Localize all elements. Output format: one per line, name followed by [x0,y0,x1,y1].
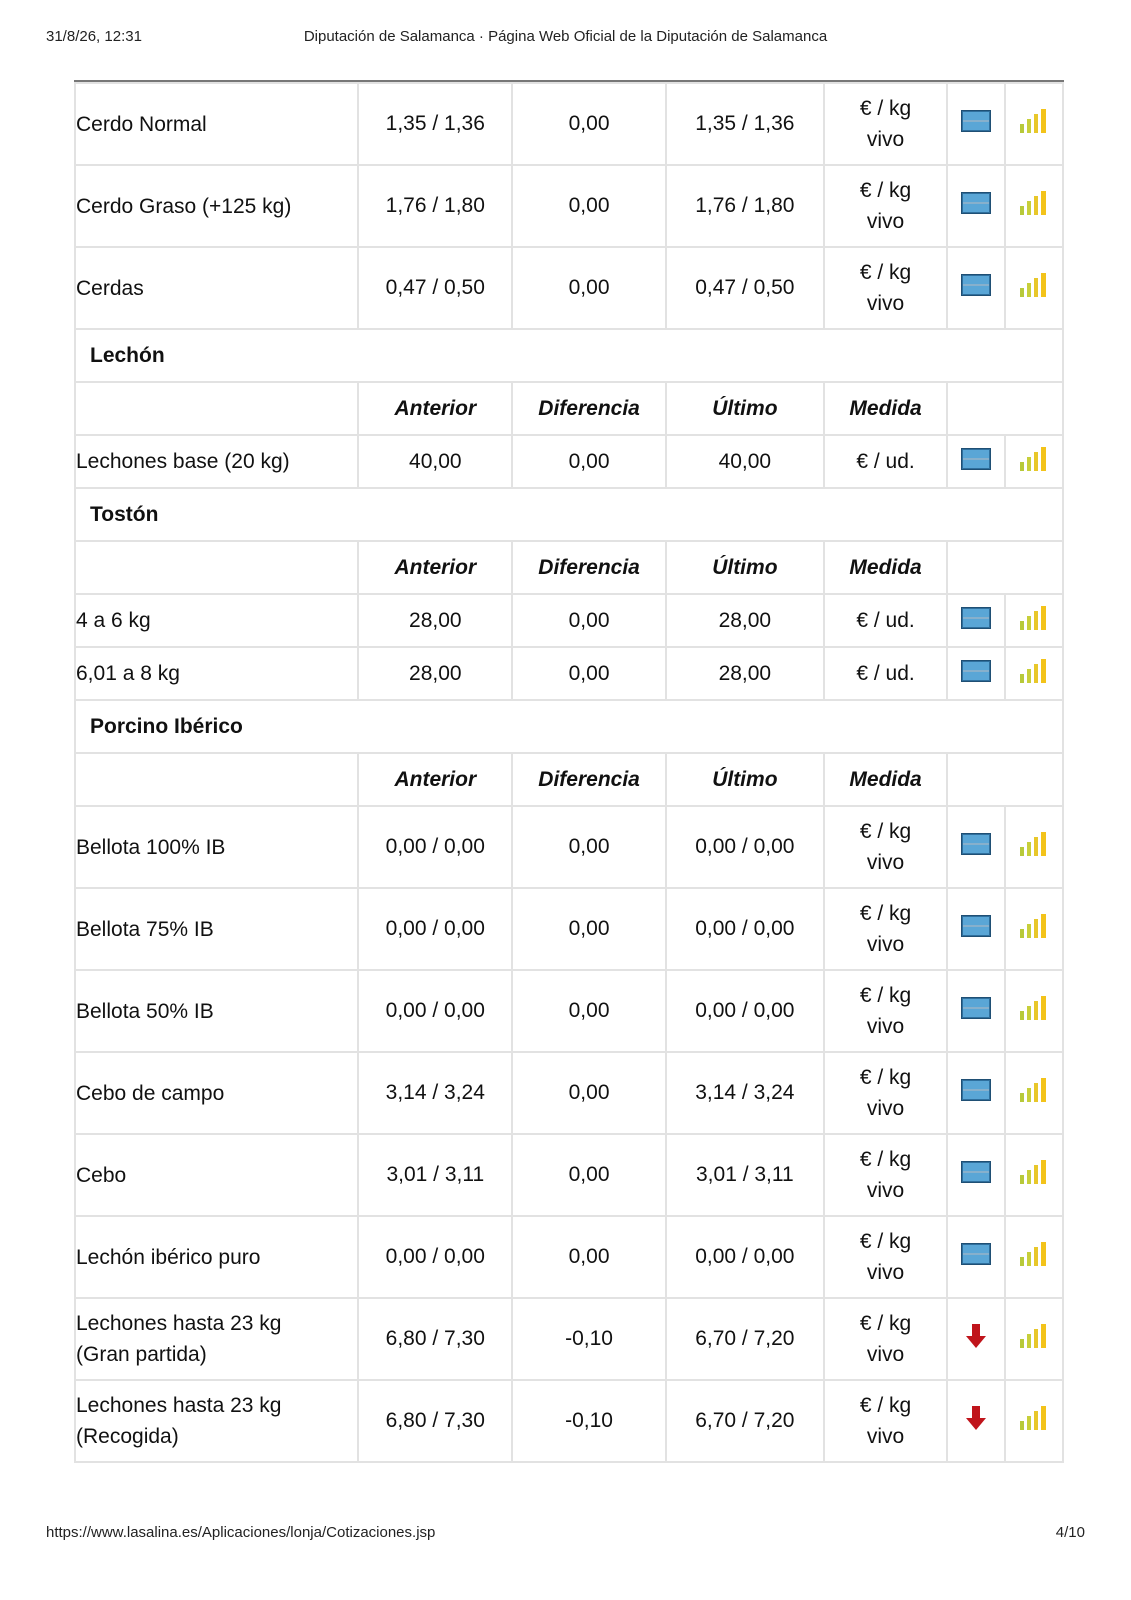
medida-unit: € / kg [859,1148,912,1171]
product-name-line1: Bellota 75% IB [76,917,214,941]
ultimo-value: 6,70 / 7,20 [666,1380,824,1462]
table-row [75,1216,1063,1298]
section-title: Porcino Ibérico [75,700,1063,753]
medida-unit: € / kg [859,984,912,1007]
trend-cell [947,1298,1004,1380]
medida-value [824,1052,948,1134]
print-timestamp: 31/8/26, 12:31 [46,28,142,45]
medida-value [824,1216,948,1298]
trend-cell [947,83,1004,165]
diferencia-value: -0,10 [512,1380,666,1462]
table-row [75,435,1063,488]
ultimo-value: 0,47 / 0,50 [666,247,824,329]
anterior-value: 0,00 / 0,00 [358,806,512,888]
ultimo-value: 3,01 / 3,11 [666,1134,824,1216]
header-diferencia: Diferencia [512,541,666,594]
product-name-line2: (Gran partida) [76,1343,207,1366]
chart-cell [1005,1052,1063,1134]
medida-basis: vivo [866,1097,905,1120]
product-name: Lechones base (20 kg) [75,435,358,488]
product-name [75,1052,358,1134]
product-name [75,1380,358,1462]
chart-cell [1005,1216,1063,1298]
anterior-value: 40,00 [358,435,512,488]
diferencia-value: 0,00 [512,647,666,700]
print-footer [46,1524,1085,1544]
anterior-value: 0,00 / 0,00 [358,1216,512,1298]
table-row [75,247,1063,329]
trend-cell [947,888,1004,970]
product-name [75,1298,358,1380]
table-icon[interactable] [961,192,991,220]
table-row [75,806,1063,888]
header-blank [75,541,358,594]
chart-icon[interactable] [1019,995,1049,1027]
product-name-line1: Lechón ibérico puro [76,1245,261,1269]
header-anterior: Anterior [358,753,512,806]
ultimo-value: 0,00 / 0,00 [666,970,824,1052]
chart-cell [1005,1298,1063,1380]
chart-icon[interactable] [1019,831,1049,863]
trend-cell [947,1216,1004,1298]
medida-value: € / ud. [824,435,948,488]
header-blank [947,382,1063,435]
anterior-value: 0,47 / 0,50 [358,247,512,329]
medida-value [824,970,948,1052]
product-name [75,806,358,888]
diferencia-value: 0,00 [512,594,666,647]
table-row [75,594,1063,647]
column-header-row [75,382,1063,435]
section-title-row [75,488,1063,541]
chart-cell [1005,83,1063,165]
product-name [75,888,358,970]
header-ultimo: Último [666,541,824,594]
ultimo-value: 28,00 [666,594,824,647]
trend-cell [947,647,1004,700]
table-row [75,647,1063,700]
medida-basis: vivo [866,1425,905,1448]
chart-cell [1005,594,1063,647]
table-row [75,165,1063,247]
diferencia-value: 0,00 [512,165,666,247]
anterior-value: 3,01 / 3,11 [358,1134,512,1216]
header-blank [947,541,1063,594]
trend-cell [947,435,1004,488]
trend-cell [947,594,1004,647]
medida-basis: vivo [866,1015,905,1038]
chart-icon[interactable] [1019,605,1049,637]
header-medida: Medida [824,541,948,594]
product-name [75,1134,358,1216]
medida-value [824,1298,948,1380]
chart-cell [1005,888,1063,970]
header-diferencia: Diferencia [512,382,666,435]
diferencia-value: 0,00 [512,435,666,488]
header-medida: Medida [824,753,948,806]
medida-value [824,1134,948,1216]
table-row [75,83,1063,165]
header-blank [947,753,1063,806]
page-url: https://www.lasalina.es/Aplicaciones/lonja/Cotizaciones.jsp [46,1524,436,1541]
chart-icon[interactable] [1019,1323,1049,1355]
product-name: Cerdo Normal [75,83,358,165]
chart-cell [1005,1380,1063,1462]
product-name: 4 a 6 kg [75,594,358,647]
section-title: Tostón [75,488,1063,541]
header-medida: Medida [824,382,948,435]
table-row [75,1298,1063,1380]
medida-basis: vivo [866,1179,905,1202]
product-name: Cerdo Graso (+125 kg) [75,165,358,247]
diferencia-value: 0,00 [512,83,666,165]
down-arrow-icon[interactable] [965,1405,987,1437]
price-table-body [75,83,1063,1462]
trend-cell [947,1134,1004,1216]
medida-basis: vivo [866,1261,905,1284]
diferencia-value: 0,00 [512,970,666,1052]
product-name-line1: Lechones hasta 23 kg [76,1394,282,1417]
product-name-line1: Cebo [76,1163,127,1187]
medida-basis: vivo [866,1343,905,1366]
anterior-value: 6,80 / 7,30 [358,1380,512,1462]
ultimo-value: 0,00 / 0,00 [666,1216,824,1298]
diferencia-value: 0,00 [512,247,666,329]
diferencia-value: -0,10 [512,1298,666,1380]
table-icon[interactable] [961,274,991,302]
table-icon[interactable] [961,110,991,138]
trend-cell [947,165,1004,247]
table-row [75,970,1063,1052]
product-name-line1: Cebo de campo [76,1081,225,1105]
chart-cell [1005,165,1063,247]
anterior-value: 0,00 / 0,00 [358,970,512,1052]
ultimo-value: 1,35 / 1,36 [666,83,824,165]
medida-value [824,888,948,970]
diferencia-value: 0,00 [512,888,666,970]
trend-cell [947,1380,1004,1462]
table-row [75,1380,1063,1462]
medida-value [824,806,948,888]
medida-value [824,247,948,329]
chart-icon[interactable] [1019,446,1049,478]
anterior-value: 28,00 [358,647,512,700]
medida-unit: € / kg [859,820,912,843]
ultimo-value: 0,00 / 0,00 [666,888,824,970]
anterior-value: 0,00 / 0,00 [358,888,512,970]
medida-basis: vivo [866,292,905,315]
chart-icon[interactable] [1019,1405,1049,1437]
header-anterior: Anterior [358,541,512,594]
ultimo-value: 1,76 / 1,80 [666,165,824,247]
section-title-row [75,700,1063,753]
table-icon[interactable] [961,1243,991,1271]
product-name-line1: Bellota 100% IB [76,835,226,859]
medida-unit: € / kg [859,97,912,120]
table-icon[interactable] [961,997,991,1025]
table-row [75,1052,1063,1134]
medida-unit: € / kg [859,1230,912,1253]
ultimo-value: 6,70 / 7,20 [666,1298,824,1380]
medida-basis: vivo [866,851,905,874]
chart-icon[interactable] [1019,1159,1049,1191]
table-row [75,1134,1063,1216]
table-icon[interactable] [961,448,991,476]
anterior-value: 1,35 / 1,36 [358,83,512,165]
trend-cell [947,970,1004,1052]
medida-basis: vivo [866,210,905,233]
medida-value [824,1380,948,1462]
chart-icon[interactable] [1019,108,1049,140]
table-icon[interactable] [961,607,991,635]
chart-cell [1005,647,1063,700]
header-ultimo: Último [666,382,824,435]
chart-icon[interactable] [1019,190,1049,222]
medida-unit: € / kg [859,1066,912,1089]
product-name-line2: (Recogida) [76,1425,179,1448]
product-name: Cerdas [75,247,358,329]
diferencia-value: 0,00 [512,1052,666,1134]
table-icon[interactable] [961,660,991,688]
chart-icon[interactable] [1019,1077,1049,1109]
table-icon[interactable] [961,1079,991,1107]
print-header [46,28,1085,48]
medida-value: € / ud. [824,594,948,647]
section-title: Lechón [75,329,1063,382]
chart-cell [1005,247,1063,329]
trend-cell [947,247,1004,329]
header-ultimo: Último [666,753,824,806]
product-name [75,1216,358,1298]
anterior-value: 28,00 [358,594,512,647]
chart-icon[interactable] [1019,658,1049,690]
chart-icon[interactable] [1019,272,1049,304]
medida-value [824,165,948,247]
table-icon[interactable] [961,833,991,861]
product-name-line1: Lechones hasta 23 kg [76,1312,282,1335]
table-icon[interactable] [961,915,991,943]
diferencia-value: 0,00 [512,1134,666,1216]
column-header-row [75,753,1063,806]
column-header-row [75,541,1063,594]
medida-basis: vivo [866,933,905,956]
ultimo-value: 40,00 [666,435,824,488]
chart-cell [1005,1134,1063,1216]
table-icon[interactable] [961,1161,991,1189]
header-blank [75,753,358,806]
ultimo-value: 28,00 [666,647,824,700]
medida-unit: € / kg [859,902,912,925]
anterior-value: 6,80 / 7,30 [358,1298,512,1380]
chart-cell [1005,806,1063,888]
medida-value: € / ud. [824,647,948,700]
header-anterior: Anterior [358,382,512,435]
medida-unit: € / kg [859,179,912,202]
header-diferencia: Diferencia [512,753,666,806]
medida-unit: € / kg [859,1394,912,1417]
medida-basis: vivo [866,128,905,151]
product-name-line1: Bellota 50% IB [76,999,214,1023]
anterior-value: 3,14 / 3,24 [358,1052,512,1134]
down-arrow-icon[interactable] [965,1323,987,1355]
trend-cell [947,806,1004,888]
section-title-row [75,329,1063,382]
ultimo-value: 3,14 / 3,24 [666,1052,824,1134]
page-number: 4/10 [1055,1524,1085,1541]
trend-cell [947,1052,1004,1134]
chart-cell [1005,970,1063,1052]
product-name [75,970,358,1052]
diferencia-value: 0,00 [512,1216,666,1298]
product-name: 6,01 a 8 kg [75,647,358,700]
anterior-value: 1,76 / 1,80 [358,165,512,247]
chart-icon[interactable] [1019,913,1049,945]
document-title: Diputación de Salamanca · Página Web Oficial de la Diputación de Salamanca [303,28,828,45]
medida-unit: € / kg [859,261,912,284]
ultimo-value: 0,00 / 0,00 [666,806,824,888]
price-table [74,82,1064,1463]
diferencia-value: 0,00 [512,806,666,888]
chart-icon[interactable] [1019,1241,1049,1273]
header-blank [75,382,358,435]
medida-unit: € / kg [859,1312,912,1335]
chart-cell [1005,435,1063,488]
table-row [75,888,1063,970]
medida-value [824,83,948,165]
